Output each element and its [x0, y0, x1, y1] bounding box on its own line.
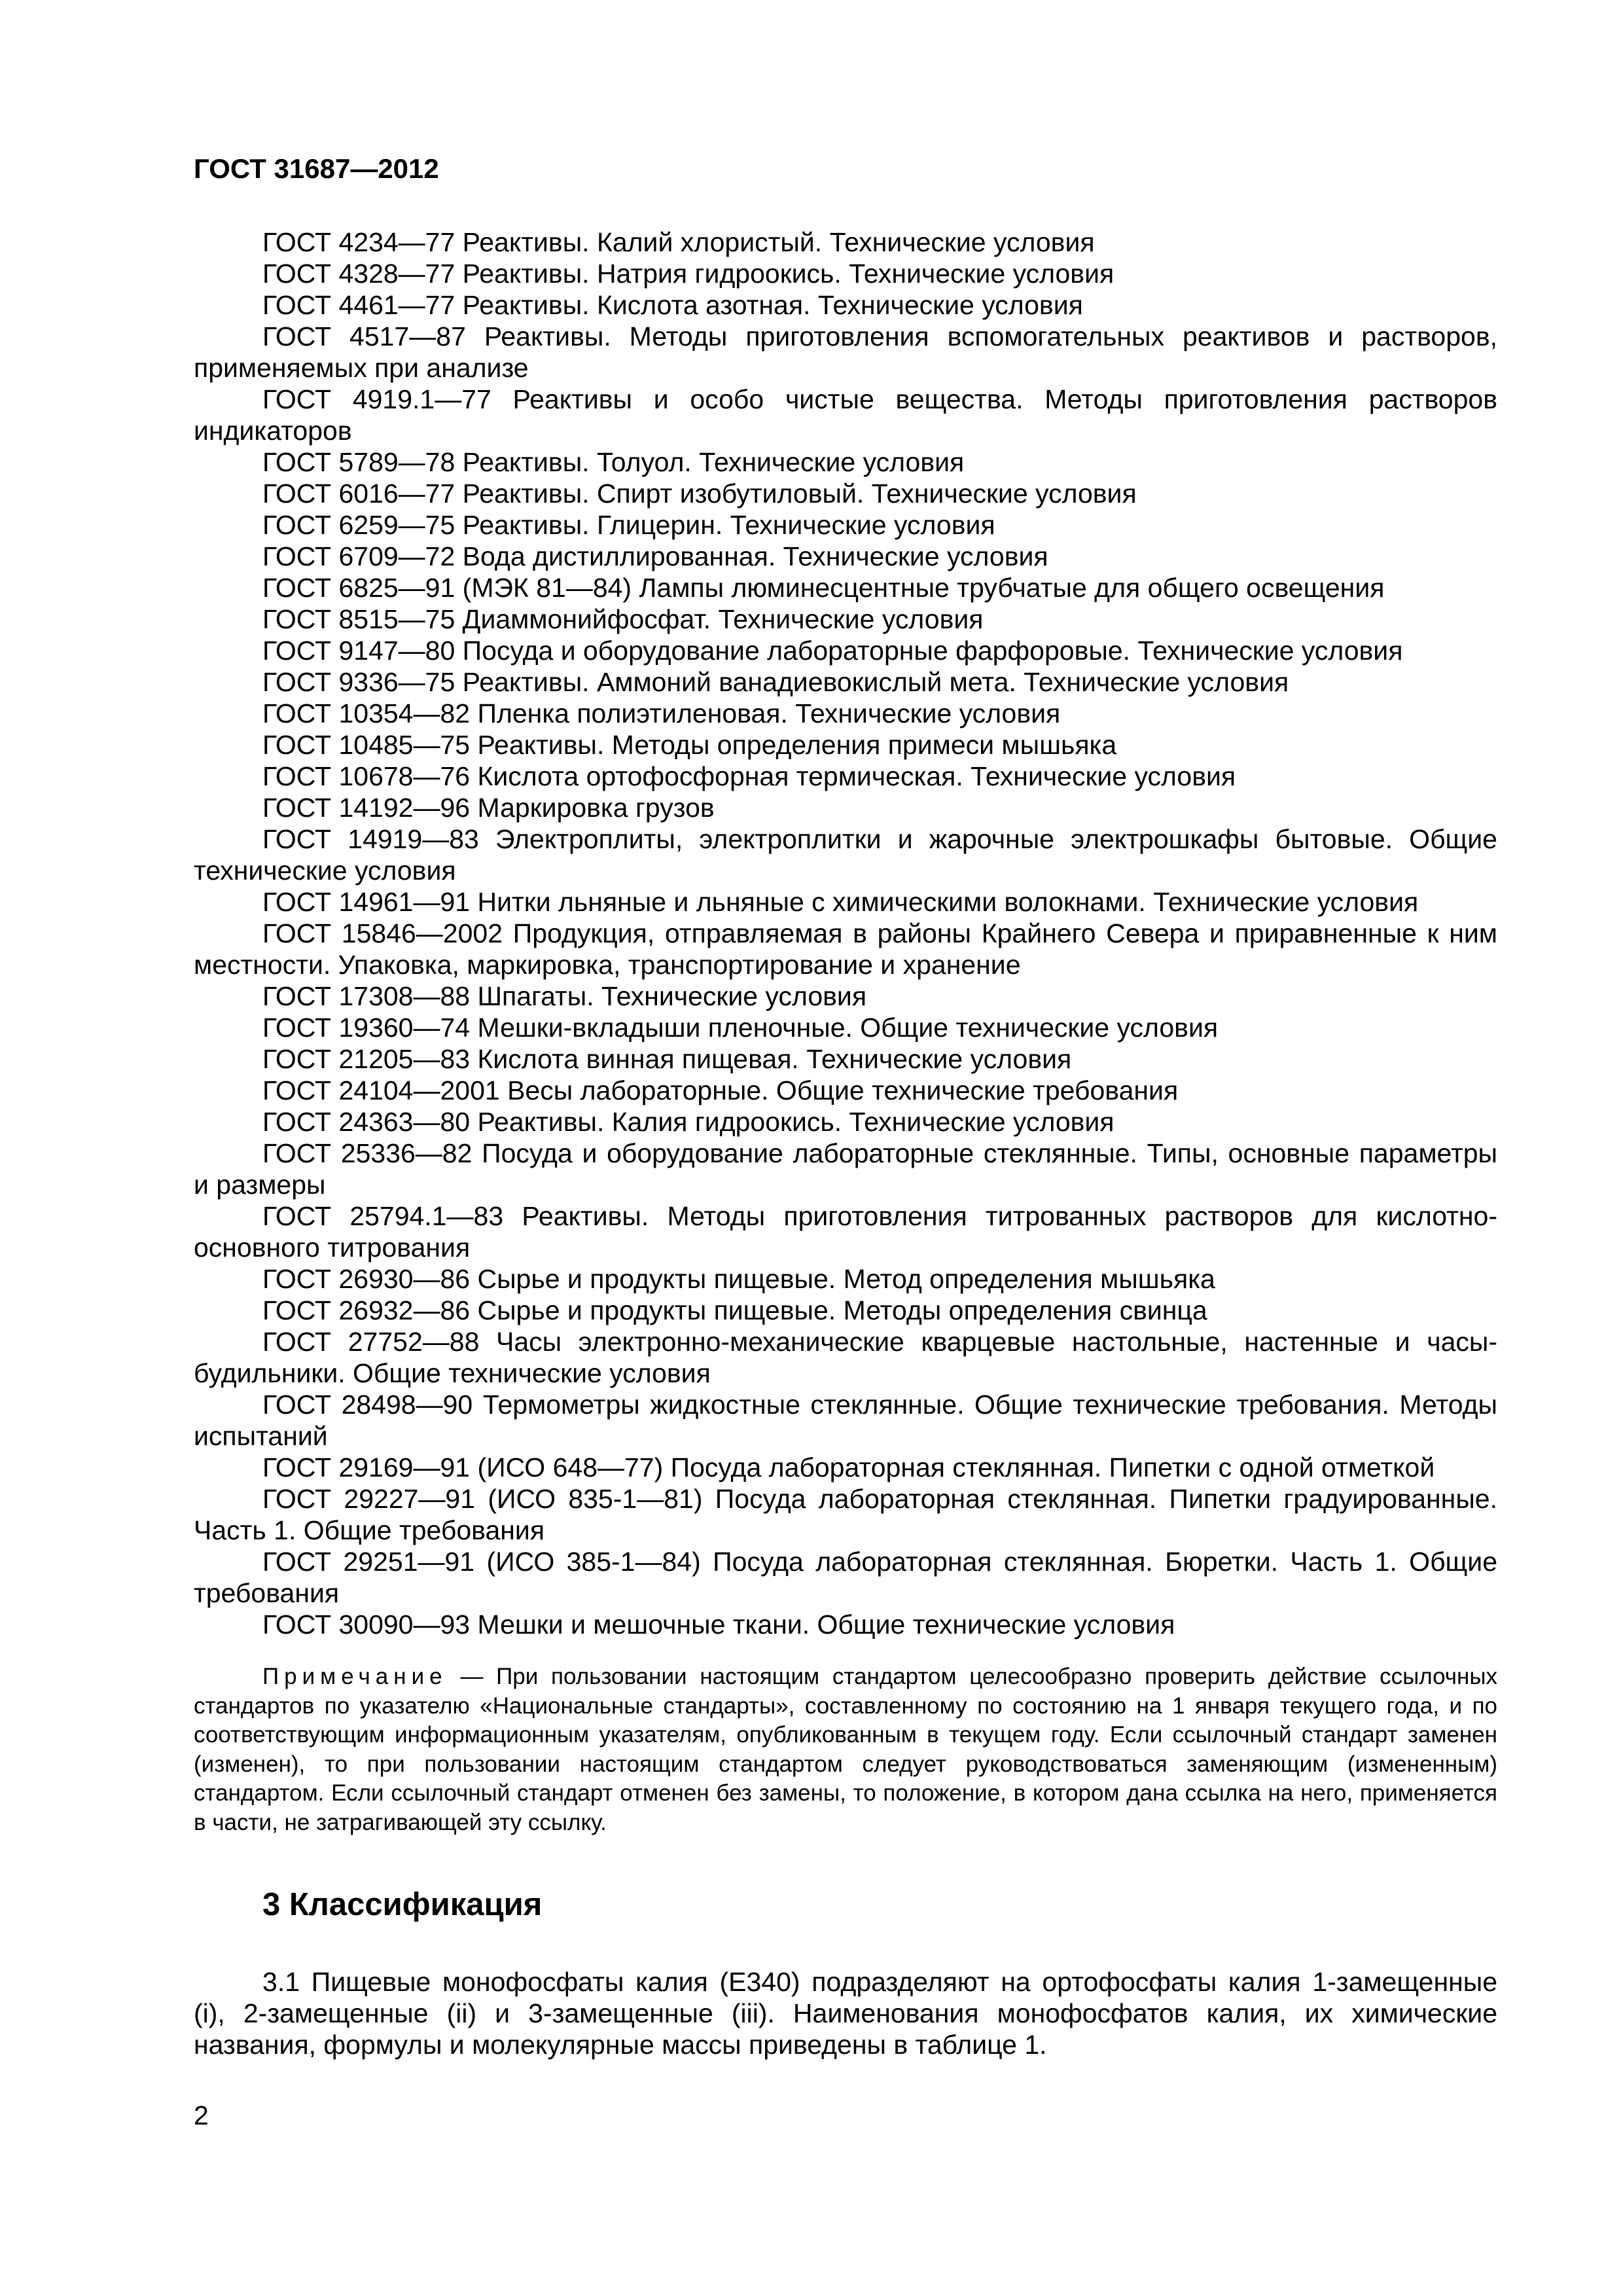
- document-header: ГОСТ 31687—2012: [194, 153, 439, 184]
- reference-item: ГОСТ 29251—91 (ИСО 385-1—84) Посуда лабораторная стеклянная. Бюретки. Часть 1. Общие требования: [194, 1547, 1497, 1608]
- normative-references-list: [194, 226, 1497, 1640]
- reference-item: ГОСТ 6016—77 Реактивы. Спирт изобутиловый. Технические условия: [262, 478, 1137, 509]
- reference-item: ГОСТ 4919.1—77 Реактивы и особо чистые вещества. Методы приготовления растворов индикаторов: [194, 384, 1497, 446]
- reference-item: ГОСТ 4328—77 Реактивы. Натрия гидроокись. Технические условия: [262, 259, 1115, 289]
- note-label: Примечание: [262, 1664, 448, 1689]
- reference-item: ГОСТ 19360—74 Мешки-вкладыши пленочные. Общие технические условия: [262, 1013, 1219, 1043]
- reference-item: ГОСТ 21205—83 Кислота винная пищевая. Технические условия: [262, 1044, 1072, 1074]
- page-number: 2: [194, 2100, 209, 2130]
- reference-item: ГОСТ 28498—90 Термометры жидкостные стеклянные. Общие технические требования. Методы испытаний: [194, 1390, 1497, 1451]
- section-heading: 3 Классификация: [262, 1887, 543, 1922]
- reference-item: ГОСТ 9147—80 Посуда и оборудование лабораторные фарфоровые. Технические условия: [262, 636, 1403, 666]
- reference-item: ГОСТ 10354—82 Пленка полиэтиленовая. Технические условия: [262, 698, 1061, 728]
- reference-item: ГОСТ 4461—77 Реактивы. Кислота азотная. Технические условия: [262, 290, 1083, 320]
- reference-item: ГОСТ 14919—83 Электроплиты, электроплитки и жарочные электрошкафы бытовые. Общие технические условия: [194, 824, 1497, 886]
- reference-item: ГОСТ 9336—75 Реактивы. Аммоний ванадиевокислый мета. Технические условия: [262, 667, 1289, 697]
- reference-item: ГОСТ 14192—96 Маркировка грузов: [262, 793, 715, 823]
- reference-item: ГОСТ 4234—77 Реактивы. Калий хлористый. Технические условия: [262, 227, 1095, 257]
- note-block: [194, 1662, 1497, 1837]
- reference-item: ГОСТ 29169—91 (ИСО 648—77) Посуда лабораторная стеклянная. Пипетки с одной отметкой: [262, 1452, 1435, 1482]
- note-text: — При пользовании настоящим стандартом целесообразно проверить действие ссылочных стандартов по указателю «Национальные стандарты», составленному по состоянию на 1 января текущего года, и по соответствующим информационным указателям, опубликованным в текущем году. Если ссылочный стандарт заменен (изменен), то при пользовании настоящим стандартом следует руководствоваться заменяющим (измененным) стандартом. Если ссылочный стандарт отменен без замены, то положение, в котором дана ссылка на него, применяется в части, не затрагивающей эту ссылку.: [194, 1664, 1497, 1835]
- reference-item: ГОСТ 24104—2001 Весы лабораторные. Общие технические требования: [262, 1075, 1179, 1105]
- reference-item: ГОСТ 14961—91 Нитки льняные и льняные с химическими волокнами. Технические условия: [262, 887, 1419, 917]
- reference-item: ГОСТ 25794.1—83 Реактивы. Методы приготовления титрованных растворов для кислотно-основного титрования: [194, 1201, 1497, 1263]
- reference-item: ГОСТ 15846—2002 Продукция, отправляемая в районы Крайнего Севера и приравненные к ним местности. Упаковка, маркировка, транспортирование и хранение: [194, 918, 1497, 980]
- reference-item: ГОСТ 8515—75 Диаммонийфосфат. Технические условия: [262, 604, 984, 634]
- reference-item: ГОСТ 26932—86 Сырье и продукты пищевые. Методы определения свинца: [262, 1295, 1207, 1325]
- reference-item: ГОСТ 6709—72 Вода дистиллированная. Технические условия: [262, 541, 1048, 571]
- reference-item: ГОСТ 26930—86 Сырье и продукты пищевые. Метод определения мышьяка: [262, 1264, 1215, 1294]
- reference-item: ГОСТ 4517—87 Реактивы. Методы приготовления вспомогательных реактивов и растворов, применяемых при анализе: [194, 321, 1497, 383]
- reference-item: ГОСТ 6825—91 (МЭК 81—84) Лампы люминесцентные трубчатые для общего освещения: [262, 573, 1385, 603]
- reference-item: ГОСТ 10678—76 Кислота ортофосфорная термическая. Технические условия: [262, 761, 1236, 791]
- reference-item: ГОСТ 17308—88 Шпагаты. Технические условия: [262, 981, 867, 1011]
- reference-item: ГОСТ 30090—93 Мешки и мешочные ткани. Общие технические условия: [262, 1609, 1175, 1640]
- reference-item: ГОСТ 10485—75 Реактивы. Методы определения примеси мышьяка: [262, 730, 1117, 760]
- reference-item: ГОСТ 29227—91 (ИСО 835-1—81) Посуда лабораторная стеклянная. Пипетки градуированные. Часть 1. Общие требования: [194, 1484, 1497, 1545]
- section-paragraph: 3.1 Пищевые монофосфаты калия (Е340) подразделяют на ортофосфаты калия 1-замещенные (i), 2-замещенные (ii) и 3-замещенные (iii). Наименования монофосфатов калия, их химические названия, формулы и молекулярные массы приведены в таблице 1.: [194, 1967, 1497, 2060]
- reference-item: ГОСТ 25336—82 Посуда и оборудование лабораторные стеклянные. Типы, основные параметры и размеры: [194, 1138, 1497, 1200]
- reference-item: ГОСТ 24363—80 Реактивы. Калия гидроокись. Технические условия: [262, 1107, 1115, 1137]
- reference-item: ГОСТ 6259—75 Реактивы. Глицерин. Технические условия: [262, 510, 995, 540]
- reference-item: ГОСТ 27752—88 Часы электронно-механические кварцевые настольные, настенные и часы-будильники. Общие технические условия: [194, 1327, 1497, 1388]
- reference-item: ГОСТ 5789—78 Реактивы. Толуол. Технические условия: [262, 447, 965, 477]
